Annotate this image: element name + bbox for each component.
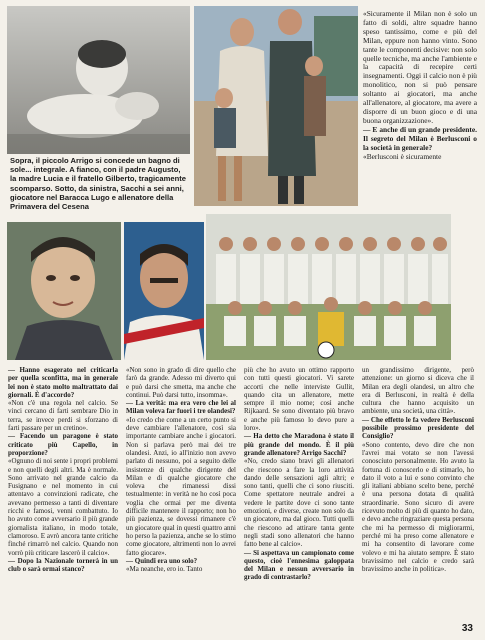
paragraph: «Berlusconi è sicuramente	[363, 151, 442, 161]
page-number: 33	[461, 623, 473, 634]
question: — Hanno esagerato nel criticarla per quella sconfitta, ma in generale lei non è stato molto maltrattato dai giornali. È d'accordo?	[8, 366, 118, 399]
paragraph: «Ognuno di noi sente i propri problemi e non quelli degli altri. Ma è normale. Sono arrivato nel grande calcio da Fusignano e nel momento in cui attentavo a convinzioni radicate, che avevano permesso a tanti di diventare ricchi e famosi, venni combattuto. Io ho avuto come avversario il più grande giornalista italiano, in modo totale, clamoroso. E avrò ancora tante critiche finché rimarrò nel calcio. Quando non vorrò più criticare lascerò il calcio».	[8, 457, 118, 557]
question: — Ha detto che Maradona è stato il più grande del mondo. È il più grande allenatore? Arrigo Sacchi?	[244, 432, 354, 457]
column-right-top	[363, 10, 477, 161]
column-4	[362, 366, 474, 573]
photo-child-sacchi	[7, 222, 121, 360]
paragraph: «Non c'è una regola nel calcio. Se vinci cercano di farti sembrare Dio in terra, se invece perdi si sforzano di farti passare per un cretino».	[8, 399, 118, 433]
paragraph: «No, credo siano bravi gli allenatori che riescono a fare la loro attività dando delle sensazioni agli altri; e sono tanti, quelli che ci sono riusciti. Come spettatore neutrale andrei a vedere le partite dove ci sono tante emozioni, e diverse, create non solo da un giocatore, ma dal gioco. Tutti quelli che riescono ad attirare tanta gente negli stadi sono allenatori che hanno fatto bene al calcio».	[244, 457, 354, 549]
question: — Che effetto le fa vedere Berlusconi possibile prossimo presidente del Consiglio?	[362, 415, 474, 441]
paragraph: un grandissimo dirigente, però attenzione: un giorno si diceva che il Milan era degli olandesi, un altro che era di Berlusconi, in realtà è della cultura che hanno acquisito un ambiente, una società, una città».	[362, 366, 474, 416]
question: — Dopo la Nazionale tornerà in un club o sarà ormai stanco?	[8, 556, 118, 574]
question: — E anche di un grande presidente. Il segreto del Milan è Berlusconi o la società in generale?	[363, 124, 477, 152]
paragraph: più che ho avuto un ottimo rapporto con tutti questi giocatori. Vi sarete accorti che nelle interviste Gullit, quando cita un allenatore, mette sempre il mio nome; così anche Rijkaard. Se sono diventato più bravo e anche più famoso lo devo pure a loro».	[244, 366, 354, 433]
paragraph: «Sicuramente il Milan non è solo un fatto di soldi, altre squadre hanno speso tantissimo, come e più del Milan, eppure non hanno vinto. Sono tante le componenti decisive: non solo quelle tecniche, ma anche l'ambiente e la capacità di recepire certi insegnamenti. Oggi il calcio non è più monolitico, non si può pensare soltanto ai giocatori, ma anche all'allenatore, al giocatore, ma avere a disporre di un buon gioco e di una buona organizzazione».	[363, 9, 477, 125]
paragraph: «Sono contento, devo dire che non l'avrei mai votato se non l'avessi conosciuto personalmente. Ho avuto la fortuna di conoscerlo e di stimarlo, ho dato il voto a lui e sono convinto che gli italiani abbiano scelto bene, perché è una persona dotata di qualità straordinarie. Sono sicuro di avere ricevuto molto di più di quanto ho dato, e devo anche ringraziare questa persona che mi ha permesso di migliorarmi, perché mi ha preso come allenatore e mi ha consentito di lavorare come volevo e mi ha aiutato sempre. È stato bravissimo nel calcio e credo sarà bravissimo anche in politica».	[362, 440, 474, 574]
question: — Quindi era uno solo?	[126, 556, 198, 565]
column-3	[244, 366, 354, 582]
paragraph: «Io credo che come a un certo punto si deve cambiare l'allenatore, così sia importante cambiare anche i giocatori. Non si parlava però mai dei tre olandesi. Anzi, io all'inizio non avevo parlato di nessuno, poi a seguito delle insistenze di qualche dirigente del Milan e di qualche giocatore che voleva che rimanessi dissi testualmente: in verità ne ho così poca voglia che ormai per me diventa difficile mantenere il rapporto; non ho più pazienza, se dovessi rimanere c'è un giocatore qual in questi quattro anni ho perso la pazienza, anche se lo stimo come giocatore, altrimenti non lo avrei fatto giocare».	[126, 415, 236, 557]
question: — Si aspettava un campionato come questo, cioè l'ennesima galoppata del Milan e nessun avversario in grado di contrastarlo?	[244, 548, 354, 582]
photo-team-cesena	[206, 214, 451, 360]
column-1	[8, 366, 118, 573]
question: — Facendo un paragone è stato criticato più Capello, in proporzione?	[8, 432, 118, 457]
photo-player-sacchi	[124, 222, 204, 360]
question: — La verità: ma era vero che lei al Milan voleva far fuori i tre olandesi?	[126, 399, 236, 416]
photo-family	[194, 6, 358, 206]
paragraph: «Ma neanche, ero io. Tanto	[126, 565, 203, 574]
paragraph: «Non sono in grado di dire quello che farò da grande. Adesso mi diverto qui e può darsi che smetta, ma anche che continui. Può darsi tutto, insomma».	[126, 366, 236, 399]
column-2	[126, 366, 236, 573]
photo-baby-sunbath	[7, 6, 190, 154]
photo-caption: Sopra, il piccolo Arrigo si concede un bagno di sole... integrale. A fianco, con il padre Augusto, la madre Lucia e il fratello Gilberto, tragicamente scomparso. Sotto, da sinistra, Sacchi a sei anni, giocatore nel Baracca Lugo e allenatore della Primavera del Cesena	[10, 156, 186, 212]
